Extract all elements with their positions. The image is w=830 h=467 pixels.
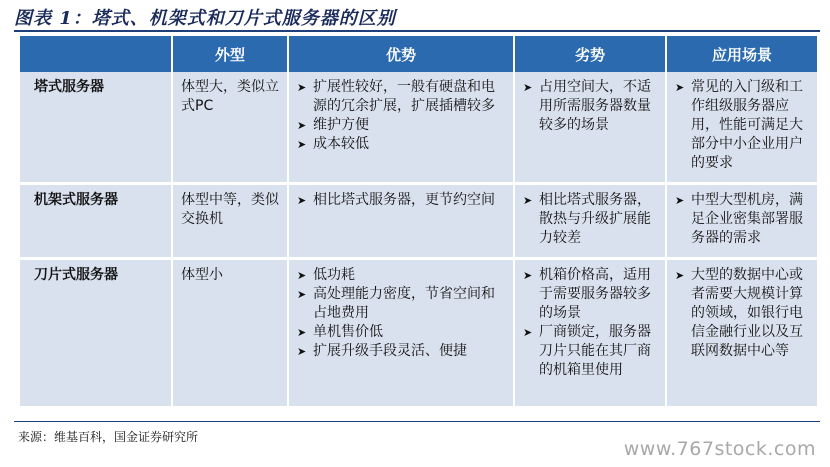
table-row <box>20 259 817 408</box>
advantages-cell <box>288 259 514 408</box>
header-cell-scenarios: 应用场景 <box>666 36 817 72</box>
bullet-arrow-icon: ➤ <box>297 119 307 132</box>
list-item: ➤ 大型的数据中心或者需要大规模计算的领域，如银行电信金融行业以及互联网数据中心等 <box>675 267 803 359</box>
source-note: 来源：维基百科，国金证券研究所 <box>18 430 199 444</box>
bullet-arrow-icon: ➤ <box>523 194 533 207</box>
list-item: ➤ 占用空间大，不适用所需服务器数量较多的场景 <box>523 79 651 133</box>
list-item: ➤ 成本较低 <box>297 136 369 152</box>
bullet-arrow-icon: ➤ <box>297 138 307 151</box>
bullet-arrow-icon: ➤ <box>297 269 307 282</box>
shape-cell: 体型小 <box>172 259 288 408</box>
bullet-arrow-icon: ➤ <box>523 269 533 282</box>
bullet-arrow-icon: ➤ <box>675 81 685 94</box>
figure-title: 图表 1：塔式、机架式和刀片式服务器的区别 <box>14 8 396 29</box>
disadvantages-cell <box>514 184 666 259</box>
bullet-arrow-icon: ➤ <box>675 194 685 207</box>
list-item: ➤ 相比塔式服务器，更节约空间 <box>297 192 495 208</box>
header-cell-empty <box>20 36 172 72</box>
scenarios-cell <box>666 184 817 259</box>
bullet-arrow-icon: ➤ <box>297 81 307 94</box>
list-item: ➤ 扩展性较好，一般有硬盘和电源的冗余扩展，扩展插槽较多 <box>297 79 495 114</box>
shape-cell: 体型中等，类似交换机 <box>172 184 288 259</box>
header-cell-advantages: 优势 <box>288 36 514 72</box>
bullet-arrow-icon: ➤ <box>675 269 685 282</box>
bullet-arrow-icon: ➤ <box>297 326 307 339</box>
table-header-row <box>20 36 817 72</box>
disadvantages-cell <box>514 259 666 408</box>
row-name-cell: 刀片式服务器 <box>20 259 172 408</box>
scenarios-cell <box>666 259 817 408</box>
bullet-arrow-icon: ➤ <box>297 288 307 301</box>
list-item: ➤ 中型大型机房，满足企业密集部署服务器的需求 <box>675 192 803 246</box>
list-item: ➤ 厂商锁定，服务器刀片只能在其厂商的机箱里使用 <box>523 324 651 378</box>
bullet-arrow-icon: ➤ <box>523 81 533 94</box>
advantages-cell <box>288 184 514 259</box>
bullet-arrow-icon: ➤ <box>297 194 307 207</box>
bullet-arrow-icon: ➤ <box>523 326 533 339</box>
list-item: ➤ 高处理能力密度，节省空间和占地费用 <box>297 286 495 321</box>
list-item: ➤ 相比塔式服务器，散热与升级扩展能力较差 <box>523 192 651 246</box>
title-divider <box>14 30 820 32</box>
scenarios-cell <box>666 72 817 184</box>
disadvantages-cell <box>514 72 666 184</box>
bullet-arrow-icon: ➤ <box>297 345 307 358</box>
shape-cell: 体型大，类似立式PC <box>172 72 288 184</box>
list-item: ➤ 维护方便 <box>297 117 369 133</box>
list-item: ➤ 机箱价格高，适用于需要服务器较多的场景 <box>523 267 651 321</box>
watermark: www.767stock.com <box>623 438 816 460</box>
table-row <box>20 184 817 259</box>
list-item: ➤ 低功耗 <box>297 267 355 283</box>
header-cell-disadvantages: 劣势 <box>514 36 666 72</box>
row-name-cell: 塔式服务器 <box>20 72 172 184</box>
comparison-table <box>20 36 817 409</box>
header-cell-shape: 外型 <box>172 36 288 72</box>
list-item: ➤ 常见的入门级和工作组级服务器应用，性能可满足大部分中小企业用户的要求 <box>675 79 803 171</box>
advantages-cell <box>288 72 514 184</box>
list-item: ➤ 单机售价低 <box>297 324 383 340</box>
list-item: ➤ 扩展升级手段灵活、便捷 <box>297 343 467 359</box>
footer-divider <box>14 421 820 422</box>
table-row <box>20 72 817 184</box>
row-name-cell: 机架式服务器 <box>20 184 172 259</box>
